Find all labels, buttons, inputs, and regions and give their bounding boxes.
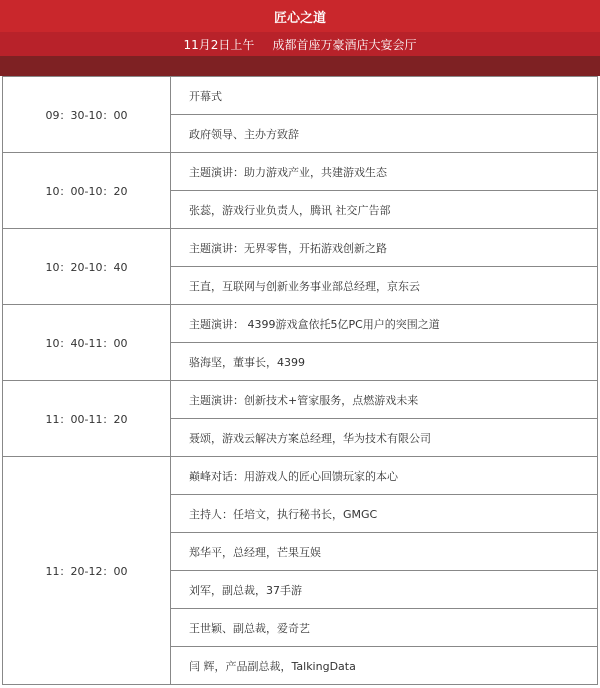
- agenda-item: 主题演讲： 4399游戏盒依托5亿PC用户的突围之道: [171, 305, 598, 343]
- session-info: [0, 32, 600, 56]
- session-title: 匠心之道: [0, 0, 600, 32]
- time-slot: 10：40-11：00: [3, 305, 171, 381]
- time-slot: 11：00-11：20: [3, 381, 171, 457]
- agenda-item: 主题演讲：无界零售，开拓游戏创新之路: [171, 229, 598, 267]
- agenda-item: 骆海坚，董事长，4399: [171, 343, 598, 381]
- time-slot: 09：30-10：00: [3, 77, 171, 153]
- session-venue: 成都首座万豪酒店大宴会厅: [272, 37, 417, 52]
- agenda-item: 刘军，副总裁，37手游: [171, 571, 598, 609]
- table-row: [3, 305, 598, 343]
- time-slot: 10：20-10：40: [3, 229, 171, 305]
- time-slot: 11：20-12：00: [3, 457, 171, 685]
- agenda-item: 闫 辉，产品副总裁，TalkingData: [171, 647, 598, 685]
- agenda-item: 郑华平，总经理，芒果互娱: [171, 533, 598, 571]
- table-row: [3, 381, 598, 419]
- table-row: [3, 457, 598, 495]
- table-row: [3, 153, 598, 191]
- agenda-item: 主持人：任培文，执行秘书长，GMGC: [171, 495, 598, 533]
- table-row: [3, 77, 598, 115]
- header-band: [0, 56, 600, 76]
- agenda-item: 聂颂，游戏云解决方案总经理，华为技术有限公司: [171, 419, 598, 457]
- agenda-item: 巅峰对话：用游戏人的匠心回馈玩家的本心: [171, 457, 598, 495]
- agenda-item: 政府领导、主办方致辞: [171, 115, 598, 153]
- agenda-item: 王世颖、副总裁，爱奇艺: [171, 609, 598, 647]
- agenda-item: 王直，互联网与创新业务事业部总经理，京东云: [171, 267, 598, 305]
- agenda-item: 主题演讲：创新技术+管家服务，点燃游戏未来: [171, 381, 598, 419]
- agenda-table: [2, 76, 598, 685]
- table-row: [3, 229, 598, 267]
- agenda-item: 主题演讲：助力游戏产业，共建游戏生态: [171, 153, 598, 191]
- time-slot: 10：00-10：20: [3, 153, 171, 229]
- agenda-item: 张蕊，游戏行业负责人，腾讯 社交广告部: [171, 191, 598, 229]
- session-date: 11月2日上午: [183, 37, 255, 52]
- agenda-item: 开幕式: [171, 77, 598, 115]
